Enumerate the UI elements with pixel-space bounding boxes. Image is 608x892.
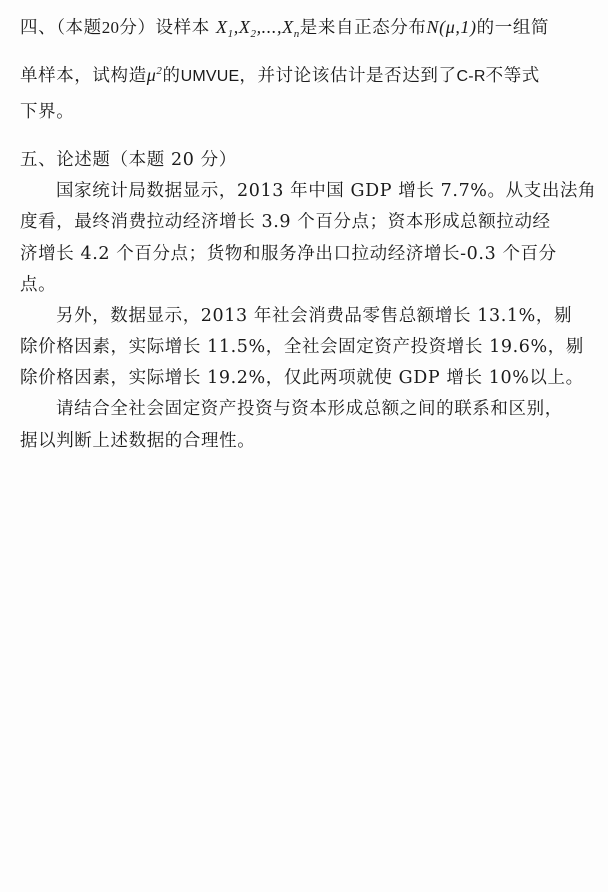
q4-mid: 分）设样本 [119,18,210,38]
q4-umvue: UMVUE [180,68,240,85]
q4-after-sample: 是来自正态分布 [299,18,427,38]
q4-mu-squared: $\mu^2$ [146,65,163,85]
q5-p1-line-3: 济增长 4.2 个百分点；货物和服务净出口拉动经济增长-0.3 个百分 [20,244,557,264]
q5-p2-line-1: 另外，数据显示，2013 年社会消费品零售总额增长 13.1%，剔 [56,306,573,326]
q5-p1-line-1: 国家统计局数据显示，2013 年中国 GDP 增长 7.7%。从支出法角 [56,181,597,201]
q4-normal-distribution: N(μ,1) [426,17,477,37]
q4-line-2 [20,60,540,88]
q4-line-1 [20,16,549,45]
q5-p3-line-1: 请结合全社会固定资产投资与资本形成总额之间的联系和区别， [56,399,563,419]
q4-line2-mid: 的 [162,66,181,86]
q5-p3-line-2: 据以判断上述数据的合理性。 [20,431,256,451]
q5-p1-line-2: 度看，最终消费拉动经济增长 3.9 个百分点；资本形成总额拉动经 [20,212,551,232]
q5-p1-line-4: 点。 [20,275,57,295]
q4-head: 四、（本题 [20,18,102,38]
q5-heading: 五、论述题（本题 20 分） [20,150,237,170]
q4-cr: C-R [456,68,486,85]
q4-line2-mid2: ，并讨论该估计是否达到了 [239,66,457,86]
q5-p2-line-2: 除价格因素，实际增长 11.5%，全社会固定资产投资增长 19.6%，剔 [20,337,584,357]
q4-points: 20 [101,18,120,37]
q4-line2-head: 单样本，试构造 [20,66,147,86]
q4-line-3: 下界。 [20,102,75,122]
q4-line2-tail: 不等式 [485,66,540,86]
q4-sample-expression: $X_1,X_2,...,X_n$ [216,17,300,40]
q5-p2-line-3: 除价格因素，实际增长 19.2%，仅此两项就使 GDP 增长 10%以上。 [20,368,584,388]
q4-tail: 的一组简 [476,18,550,38]
